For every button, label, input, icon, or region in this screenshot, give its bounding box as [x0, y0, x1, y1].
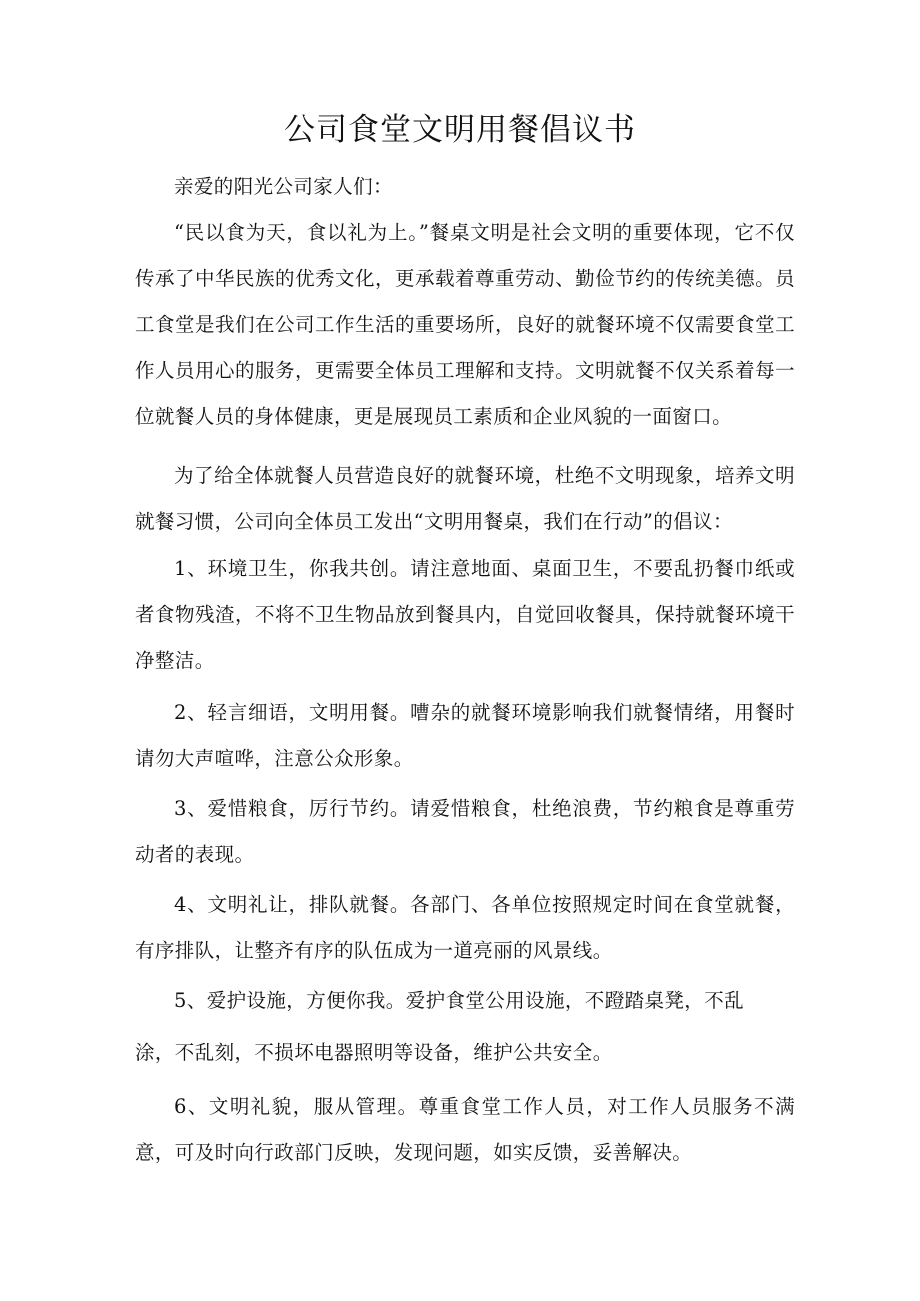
- intro-paragraph: “民以食为天，食以礼为上。”餐桌文明是社会文明的重要体现，它不仅传承了中华民族的优秀文化，更承载着尊重劳动、勤俭节约的传统美德。员工食堂是我们在公司工作生活的重要场所，良好的就餐环境不仅需要食堂工作人员用心的服务，更需要全体员工理解和支持。文明就餐不仅关系着每一位就餐人员的身体健康，更是展现员工素质和企业风貌的一面窗口。: [135, 221, 795, 428]
- proposal-item-2: 2、轻言细语，文明用餐。嘈杂的就餐环境影响我们就餐情绪，用餐时请勿大声喧哗，注意公众形象。: [135, 701, 795, 770]
- proposal-item-3: 3、爱惜粮食，厉行节约。请爱惜粮食，杜绝浪费，节约粮食是尊重劳动者的表现。: [135, 797, 795, 866]
- proposal-item-5-line-1: 5、爱护设施，方便你我。爱护食堂公用设施，不蹬踏桌凳，不乱: [174, 989, 745, 1012]
- call-paragraph: 为了给全体就餐人员营造良好的就餐环境，杜绝不文明现象，培养文明就餐习惯，公司向全体员工发出“文明用餐桌，我们在行动”的倡议：: [135, 464, 795, 533]
- proposal-item-1: 1、环境卫生，你我共创。请注意地面、桌面卫生，不要乱扔餐巾纸或者食物残渣，不将不卫生物品放到餐具内，自觉回收餐具，保持就餐环境干净整洁。: [135, 557, 795, 672]
- proposal-item-4: 4、文明礼让，排队就餐。各部门、各单位按照规定时间在食堂就餐，有序排队，让整齐有序的队伍成为一道亮丽的风景线。: [135, 893, 795, 962]
- document-title: 公司食堂文明用餐倡议书: [284, 112, 636, 148]
- greeting: 亲爱的阳光公司家人们：: [174, 175, 393, 198]
- proposal-item-6: 6、文明礼貌，服从管理。尊重食堂工作人员，对工作人员服务不满意，可及时向行政部门反映，发现问题，如实反馈，妥善解决。: [135, 1095, 795, 1164]
- proposal-item-5-line-2: 涂，不乱刻，不损坏电器照明等设备，维护公共安全。: [135, 1041, 613, 1064]
